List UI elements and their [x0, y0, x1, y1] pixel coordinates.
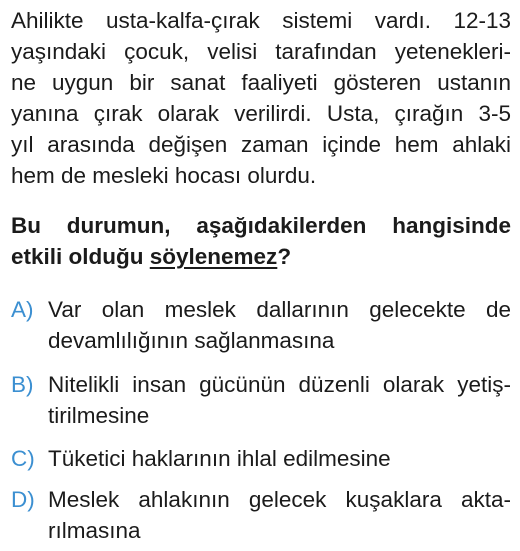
- passage-line-1: Ahilikte usta-kalfa-çırak sistemi vardı. 12-13: [11, 8, 511, 33]
- option-a-letter: A): [11, 297, 34, 322]
- option-d-line-2: rılmasına: [48, 518, 141, 543]
- question-line-1: Bu durumun, aşağıdakilerden hangisinde: [11, 213, 511, 238]
- passage-line-6: hem de mesleki hocası olurdu.: [11, 163, 317, 188]
- passage-line-3: ne uygun bir sanat faaliyeti gösteren ustanın: [11, 70, 511, 95]
- option-d-letter: D): [11, 487, 35, 512]
- option-b-line-1: Nitelikli insan gücünün düzenli olarak yetiş-: [48, 372, 511, 397]
- question-emphasis: söylenemez: [149, 244, 278, 269]
- question-line-2: [11, 241, 291, 272]
- passage-line-5: yıl arasında değişen zaman içinde hem ahlaki: [11, 132, 511, 157]
- option-d-line-1: Meslek ahlakının gelecek kuşaklara akta-: [48, 487, 511, 512]
- option-a-line-1: Var olan meslek dallarının gelecekte de: [48, 297, 511, 322]
- option-a-line-2: devamlılığının sağlanmasına: [48, 328, 335, 353]
- passage-line-2: yaşındaki çocuk, velisi tarafından yetenekleri-: [11, 39, 511, 64]
- option-b-line-2: tirilmesine: [48, 403, 150, 428]
- question-prefix: etkili olduğu: [11, 244, 150, 269]
- option-c-line-1: Tüketici haklarının ihlal edilmesine: [48, 446, 391, 471]
- option-c-letter: C): [11, 446, 35, 471]
- question-mark: ?: [277, 244, 292, 269]
- option-b-letter: B): [11, 372, 34, 397]
- passage-line-4: yanına çırak olarak verilirdi. Usta, çırağın 3-5: [11, 101, 511, 126]
